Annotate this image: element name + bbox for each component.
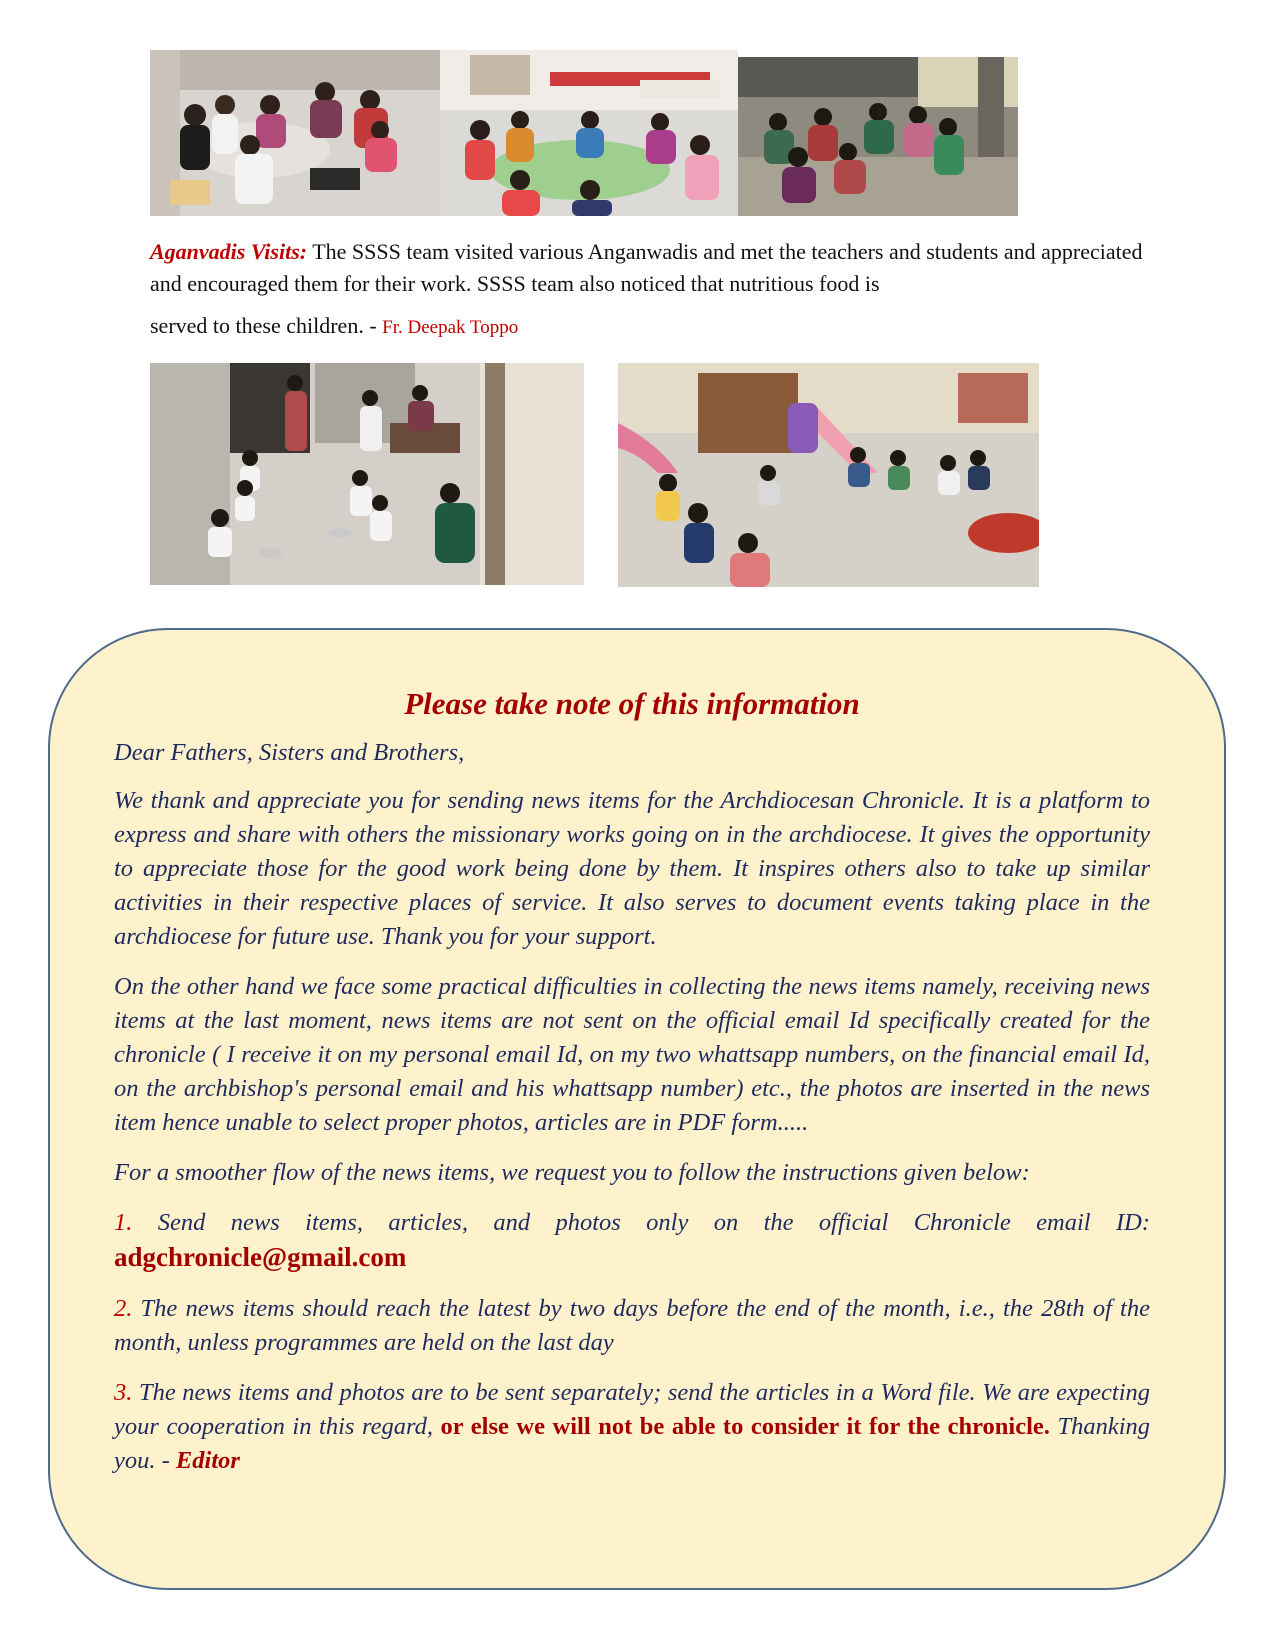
instruction-number-2: 2. <box>114 1295 133 1322</box>
chronicle-email-link[interactable]: adgchronicle@gmail.com <box>114 1242 407 1272</box>
photo-women-meeting-indoor <box>150 50 440 216</box>
section-lead: Aganvadis Visits: <box>150 239 308 264</box>
photo-children-playroom <box>618 363 1039 587</box>
instruction-item-3 <box>114 1376 1150 1478</box>
photo-women-meeting-shed <box>738 57 1018 216</box>
intro-text: The SSSS team visited various Anganwadis and met the teachers and students and appreciated and encouraged them for their work. SSSS team also noticed that nutritious food is <box>150 239 1143 296</box>
instruction-text-1: Send news items, articles, and photos only on the official Chronicle email ID: <box>132 1209 1150 1236</box>
notice-box <box>48 628 1226 1590</box>
photo-children-eating-indoor <box>150 363 584 585</box>
photo-group-meeting-hall <box>440 50 738 216</box>
notice-paragraph-request: For a smoother flow of the news items, we request you to follow the instructions given below: <box>114 1159 1030 1186</box>
intro-last-line <box>150 310 1160 344</box>
author-name: Fr. Deepak Toppo <box>382 317 519 338</box>
instruction-item-1 <box>114 1206 1150 1276</box>
warning-text: or else we will not be able to consider it for the chronicle. <box>440 1413 1050 1440</box>
notice-salutation: Dear Fathers, Sisters and Brothers, <box>114 739 465 766</box>
notice-title: Please take note of this information <box>404 686 860 721</box>
instruction-number-3: 3. <box>114 1379 133 1406</box>
intro-text-last: served to these children. - <box>150 313 383 338</box>
notice-paragraph-appreciation: We thank and appreciate you for sending news items for the Archdiocesan Chronicle. It is a platform to express and share with others the missionary works going on in the archdiocese. It gives the opportunity to appreciate those for the good work being done by them. It inspires others also to take up similar activities in their respective places of service. It also serves to document events taking place in the archdiocese for future use. Thank you for your support. <box>114 787 1150 950</box>
anganwadi-visit-paragraph <box>150 236 1160 344</box>
editor-signature: Editor <box>175 1447 240 1474</box>
instruction-text-3: The news items and photos are to be sent separately; send the articles in a Word file. We are expecting your cooperation in this regard, <box>114 1379 1150 1440</box>
instruction-item-2 <box>114 1292 1150 1360</box>
instruction-text-2: The news items should reach the latest by two days before the end of the month, i.e., the 28th of the month, unless programmes are held on the last day <box>114 1295 1150 1356</box>
instruction-number-1: 1. <box>114 1209 133 1236</box>
notice-paragraph-difficulties: On the other hand we face some practical difficulties in collecting the news items namely, receiving news items at the last moment, news items are not sent on the official email Id specifically created for the chronicle ( I receive it on my personal email Id, on my two whattsapp numbers, on the financial email Id, on the archbishop's personal email and his whattsapp number) etc., the photos are inserted in the news item hence unable to select proper photos, articles are in PDF form..... <box>114 973 1150 1136</box>
closing-text: Thanking you. - <box>114 1413 1150 1474</box>
